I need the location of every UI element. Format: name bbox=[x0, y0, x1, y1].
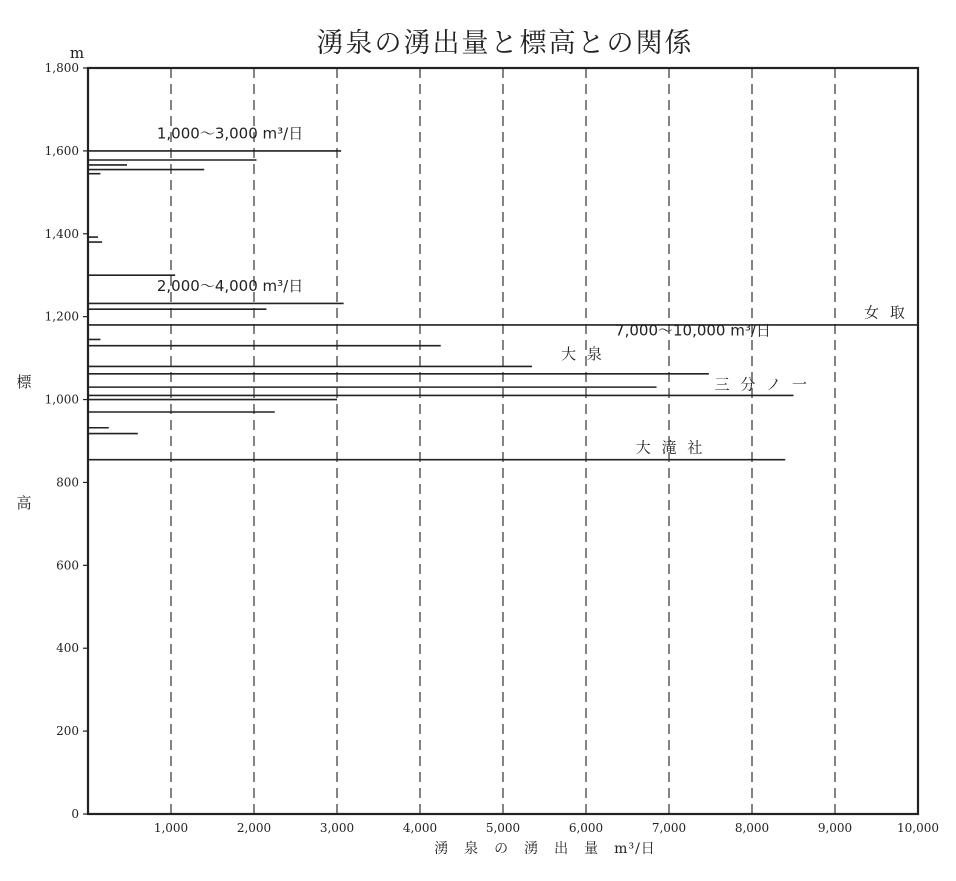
x-tick-label: 4,000 bbox=[402, 821, 438, 835]
annotation-label: 三 分 ノ 一 bbox=[714, 375, 810, 394]
y-tick-label: 1,200 bbox=[44, 309, 79, 324]
axes bbox=[45, 61, 939, 835]
y-tick-label: 400 bbox=[56, 641, 79, 656]
annotation-label: 7,000～10,000 m³/日 bbox=[615, 321, 771, 340]
annotation-label: 大 滝 社 bbox=[635, 438, 706, 457]
y-tick-label: 1,800 bbox=[44, 61, 79, 75]
x-tick-label: 6,000 bbox=[568, 821, 604, 835]
annotations bbox=[157, 124, 908, 456]
x-tick-label: 10,000 bbox=[897, 821, 939, 835]
x-tick-label: 5,000 bbox=[485, 821, 521, 835]
x-tick-label: 2,000 bbox=[236, 821, 272, 835]
annotation-label: 女 取 bbox=[864, 303, 908, 322]
y-unit-label: m bbox=[69, 44, 85, 62]
annotation-label: 大 泉 bbox=[561, 344, 605, 363]
x-tick-label: 1,000 bbox=[153, 821, 189, 835]
x-tick-label: 3,000 bbox=[319, 821, 355, 835]
x-tick-label: 7,000 bbox=[651, 821, 687, 835]
x-tick-label: 9,000 bbox=[817, 821, 853, 835]
y-tick-label: 200 bbox=[56, 724, 79, 739]
x-axis-label: 湧 泉 の 湧 出 量 m³/日 bbox=[434, 841, 656, 857]
y-axis-label-top: 標 bbox=[16, 373, 32, 391]
x-tick-label: 8,000 bbox=[734, 821, 770, 835]
y-tick-label: 1,000 bbox=[44, 392, 79, 407]
y-tick-label: 1,400 bbox=[44, 226, 79, 241]
chart-title: 湧泉の湧出量と標高との関係 bbox=[316, 28, 694, 59]
y-tick-label: 0 bbox=[71, 807, 79, 821]
y-tick-label: 800 bbox=[56, 475, 79, 490]
y-tick-label: 1,600 bbox=[44, 143, 79, 158]
gridlines bbox=[171, 68, 835, 814]
y-tick-label: 600 bbox=[56, 558, 79, 573]
annotation-label: 2,000～4,000 m³/日 bbox=[156, 276, 304, 295]
y-axis-label-bottom: 高 bbox=[16, 494, 32, 512]
annotation-label: 1,000～3,000 m³/日 bbox=[156, 124, 304, 143]
